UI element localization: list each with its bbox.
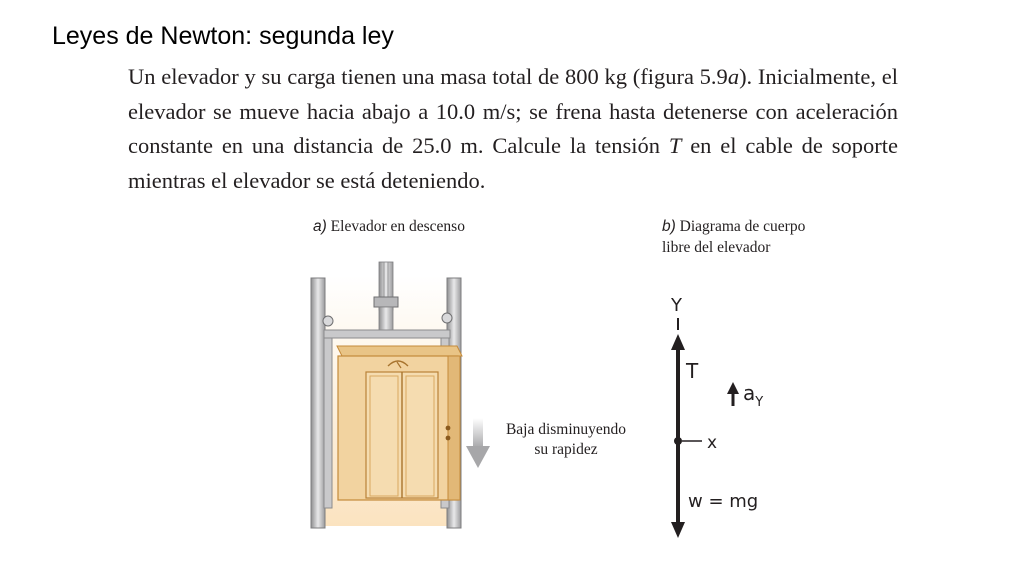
weight-arrow-head (671, 522, 685, 538)
figure-b-caption-line1: Diagrama de cuerpo (679, 218, 806, 235)
tension-symbol: T (668, 133, 682, 158)
slide-title: Leyes de Newton: segunda ley (52, 22, 394, 50)
motion-label-line1: Baja disminuyendo (505, 421, 627, 438)
origin-point (674, 437, 682, 445)
tension-arrow-head (671, 334, 685, 350)
acceleration-label (743, 381, 763, 410)
figure-b-label: b) (662, 218, 676, 235)
acceleration-symbol: a (743, 381, 756, 405)
acceleration-arrow-head (727, 382, 739, 394)
problem-text-part-3: en el cable de soporte mientras el elevador se está deteniendo. (128, 133, 898, 193)
figure-a-caption-text: Elevador en descenso (330, 218, 465, 235)
figure-b-caption-line2: libre del elevador (662, 239, 771, 256)
motion-label-line2: su rapidez (534, 441, 598, 458)
figure-letter: a (727, 64, 740, 89)
tension-label: T (686, 359, 699, 383)
problem-text-part-2: ). Inicialmente, el elevador se mueve hacia abajo a 10.0 m/s; se frena hasta detenerse con aceleración constante en una distancia de 25.0 m. Calcule la tensión (128, 64, 898, 158)
x-axis-label: x (707, 433, 718, 453)
weight-label: w = mg (688, 491, 759, 512)
problem-text-part-1: Un elevador y su carga tienen una masa total de 800 kg (figura 5.9 (128, 64, 728, 89)
acceleration-subscript: Y (755, 395, 764, 410)
y-axis-label: Y (671, 295, 682, 316)
figure-a-label: a) (313, 218, 327, 235)
